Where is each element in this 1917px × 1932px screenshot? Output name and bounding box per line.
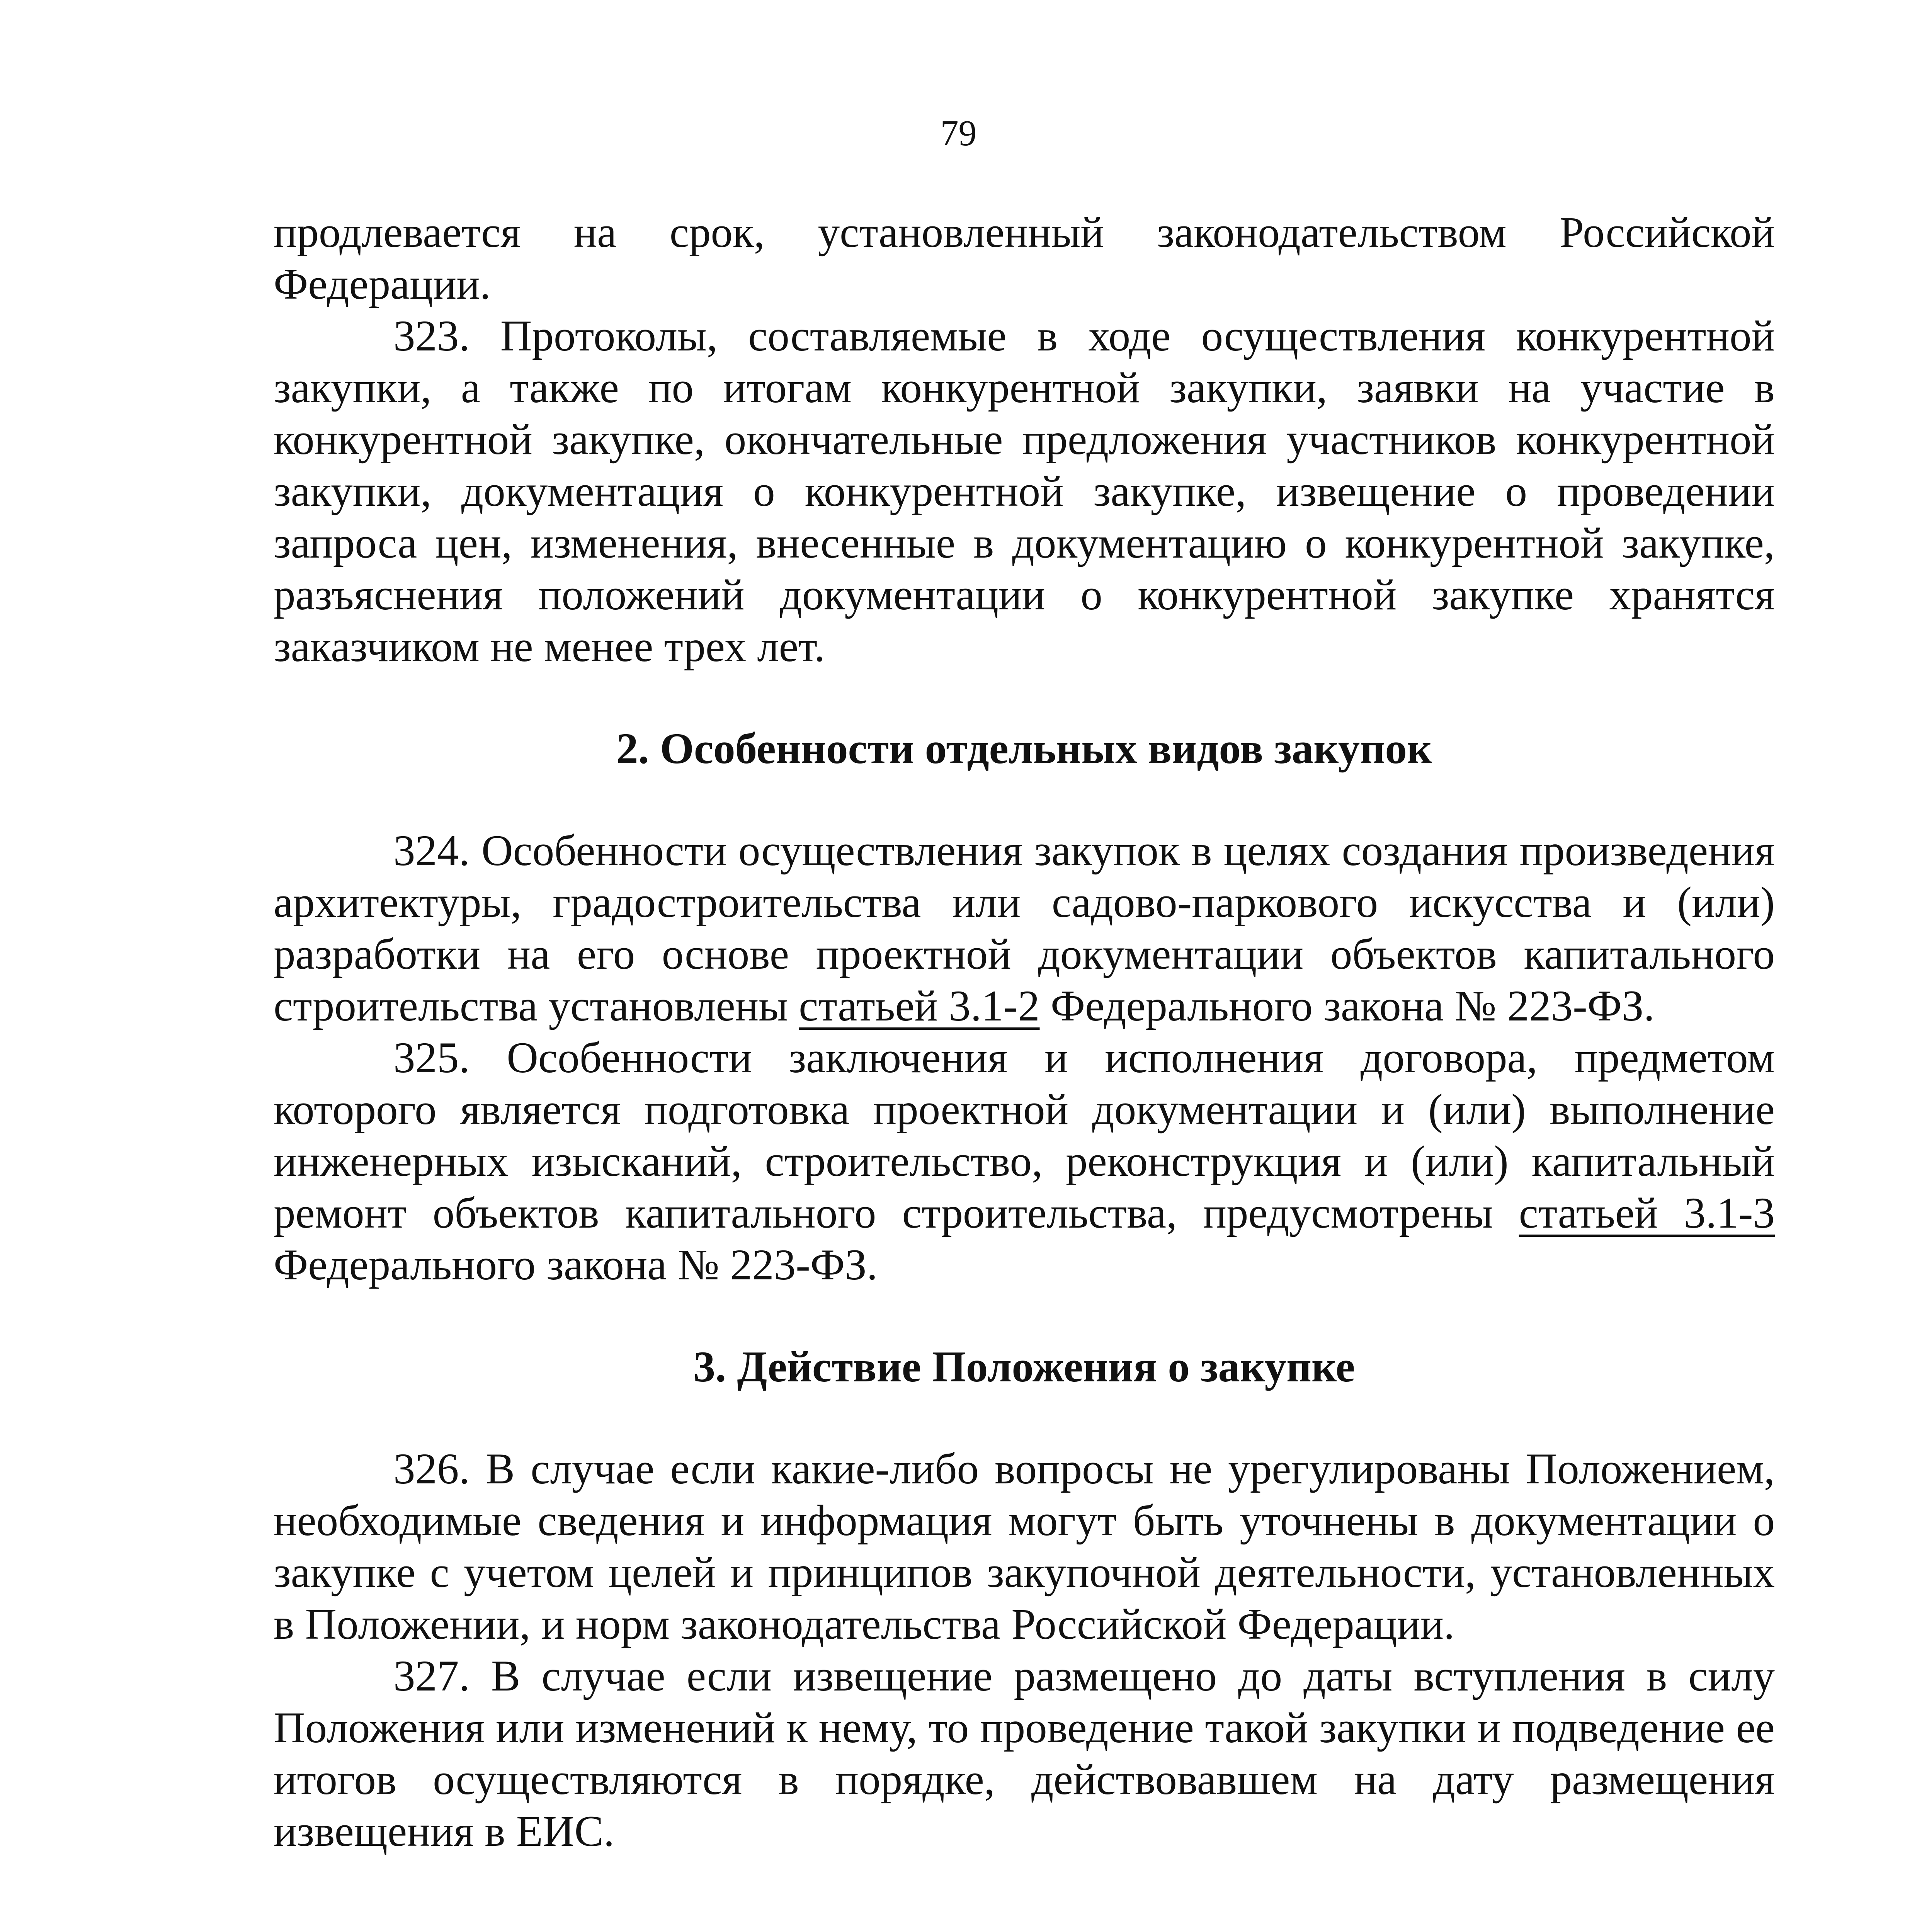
- paragraph-326: 326. В случае если какие-либо вопросы не урегулированы Положением, необходимые сведения и информация могут быть уточнены в документации о закупке с учетом целей и принципов закупочной деятельности, установленных в Положении, и норм законодательства Российской Федерации.: [274, 1445, 1775, 1648]
- paragraph-325-text: 325. Особенности заключения и исполнения договора, предметом которого является подготовка проектной документации и (или) выполнение инженерных изысканий, строительство, реконструкция и (или) капитальный ремонт объектов капитального строительства, предусмотрены: [274, 1034, 1775, 1237]
- paragraph-327: 327. В случае если извещение размещено до даты вступления в силу Положения или изменений к нему, то проведение такой закупки и подведение ее итогов осуществляются в порядке, действовавшем на дату размещения извещения в ЕИС.: [274, 1652, 1775, 1855]
- article-3-1-3-link[interactable]: статьей 3.1-3: [1519, 1189, 1775, 1237]
- page-number: 79: [940, 113, 977, 153]
- paragraph-323: 323. Протоколы, составляемые в ходе осуществления конкурентной закупки, а также по итогам конкурентной закупки, заявки на участие в конкурентной закупке, окончательные предложения участников конкурентной закупки, документация о конкурентной закупке, извещение о проведении запроса цен, изменения, внесенные в документацию о конкурентной закупке, разъяснения положений документации о конкурентной закупке хранятся заказчиком не менее трех лет.: [274, 312, 1775, 671]
- paragraph-324: [274, 825, 1775, 1032]
- article-3-1-2-link[interactable]: статьей 3.1-2: [799, 982, 1040, 1030]
- section-2-title: 2. Особенности отдельных видов закупок: [616, 724, 1432, 773]
- document-body: [274, 207, 1775, 1857]
- paragraph-324-text: 324. Особенности осуществления закупок в целях создания произведения архитектуры, градостроительства или садово-паркового искусства и (или) разработки на его основе проектной документации объектов капитального строительства установлены: [274, 827, 1775, 1030]
- paragraph-325: [274, 1032, 1775, 1291]
- section-3-title: 3. Действие Положения о закупке: [693, 1343, 1355, 1391]
- continuation-paragraph: продлевается на срок, установленный законодательством Российской Федерации.: [274, 208, 1775, 308]
- paragraph-324-tail: Федерального закона № 223-ФЗ.: [1039, 982, 1655, 1030]
- paragraph-325-tail: Федерального закона № 223-ФЗ.: [274, 1241, 878, 1289]
